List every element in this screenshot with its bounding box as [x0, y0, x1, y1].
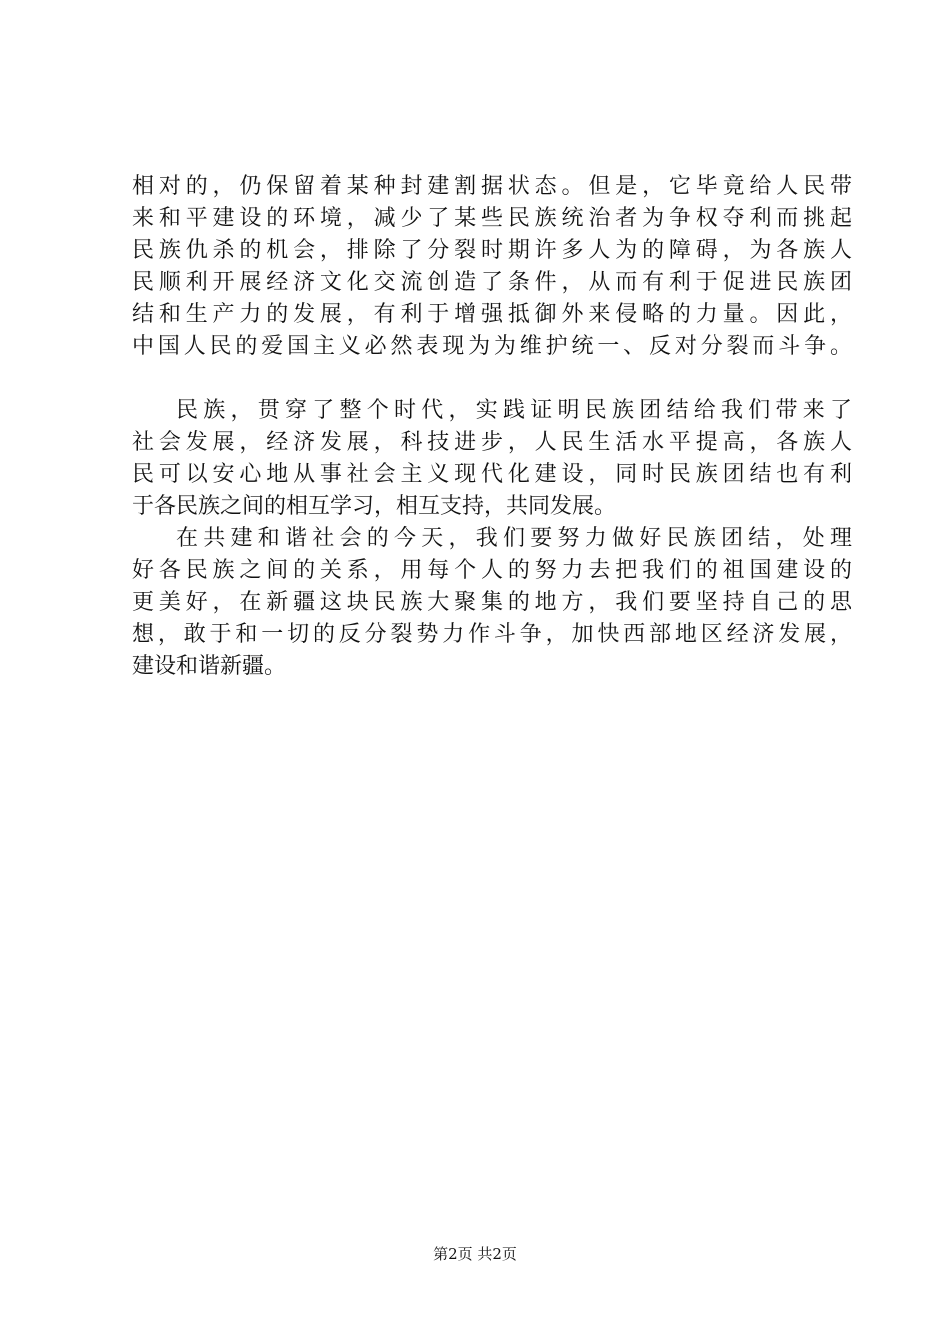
paragraph-1	[132, 171, 852, 363]
text-line: 更美好，在新疆这块民族大聚集的地方，我们要坚持自己的思	[132, 590, 852, 615]
text-line: 在共建和谐社会的今天，我们要努力做好民族团结，处理	[176, 526, 852, 551]
text-line: 想，敢于和一切的反分裂势力作斗争，加快西部地区经济发展，	[132, 622, 852, 647]
text-line: 民族仇杀的机会，排除了分裂时期许多人为的障碍，为各族人	[132, 238, 852, 263]
page-footer: 第2页 共2页	[433, 1245, 517, 1263]
paragraph-3	[132, 523, 852, 683]
text-line: 来和平建设的环境，减少了某些民族统治者为争权夺利而挑起	[132, 206, 852, 231]
text-line: 相对的，仍保留着某种封建割据状态。但是，它毕竟给人民带	[132, 174, 852, 199]
text-line: 好各民族之间的关系，用每个人的努力去把我们的祖国建设的	[132, 558, 852, 583]
text-line: 于各民族之间的相互学习，相互支持，共同发展。	[132, 494, 617, 519]
text-line: 社会发展，经济发展，科技进步，人民生活水平提高，各族人	[132, 430, 852, 455]
text-line: 民可以安心地从事社会主义现代化建设，同时民族团结也有利	[132, 462, 852, 487]
paragraph-spacer	[132, 363, 852, 395]
text-line: 民顺利开展经济文化交流创造了条件，从而有利于促进民族团	[132, 270, 852, 295]
text-line: 中国人民的爱国主义必然表现为为维护统一、反对分裂而斗争。	[132, 334, 852, 359]
paragraph-2	[132, 395, 852, 523]
document-body	[132, 171, 852, 683]
text-line: 建设和谐新疆。	[132, 654, 287, 679]
text-line: 结和生产力的发展，有利于增强抵御外来侵略的力量。因此，	[132, 302, 852, 327]
text-line: 民族，贯穿了整个时代，实践证明民族团结给我们带来了	[176, 398, 852, 423]
